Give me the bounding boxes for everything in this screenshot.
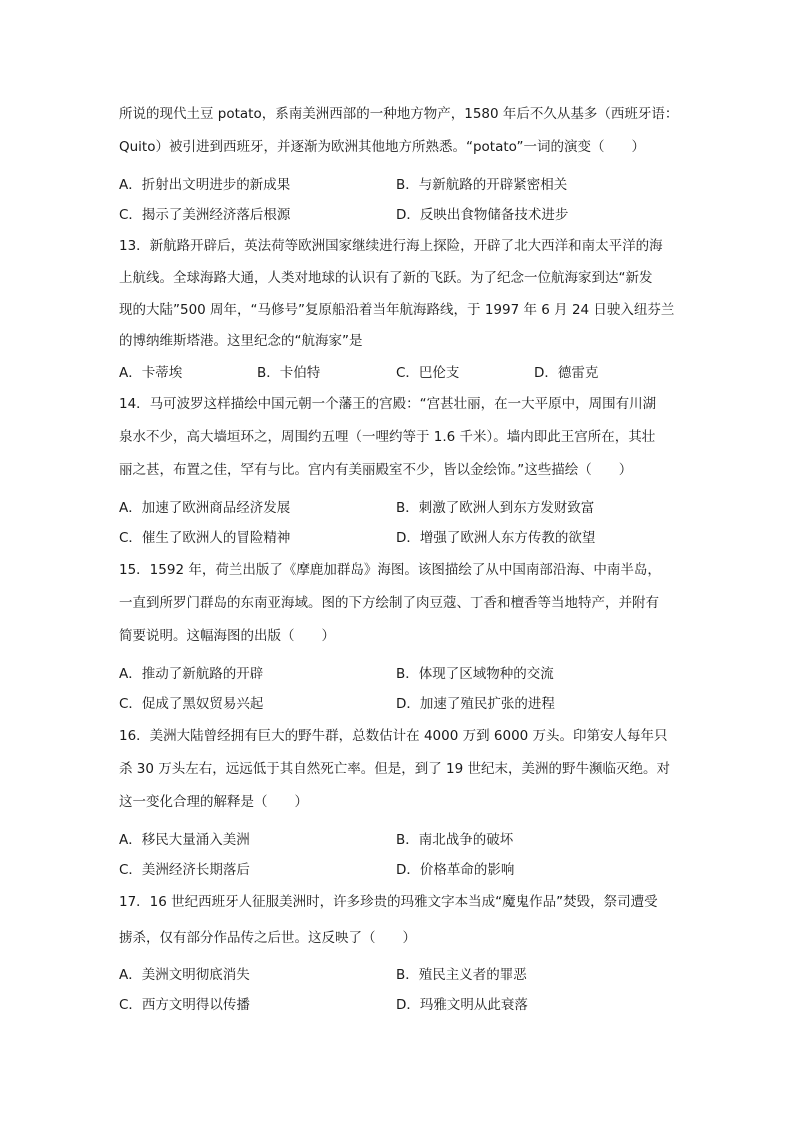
q14-option-c: C．催生了欧洲人的冒险精神 (119, 530, 291, 546)
intro-line-2: Quito）被引进到西班牙，并逐渐为欧洲其他地方所熟悉。“potato”一词的演变（ ） (119, 139, 645, 155)
q17-line-1: 17．16 世纪西班牙人征服美洲时，许多珍贵的玛雅文字本当成“魔鬼作品”焚毁，祭司遭受 (119, 894, 658, 910)
q17-option-a: A．美洲文明彻底消失 (119, 967, 250, 983)
q13-option-d: D．德雷克 (534, 365, 599, 381)
q16-option-c: C．美洲经济长期落后 (119, 862, 250, 878)
q13-line-2: 上航线。全球海路大通，人类对地球的认识有了新的飞跃。为了纪念一位航海家到达“新发 (119, 270, 653, 286)
q13-option-b: B．卡伯特 (257, 365, 321, 381)
q15-line-3: 简要说明。这幅海图的出版（ ） (119, 628, 335, 644)
q17-option-d: D．玛雅文明从此衰落 (396, 997, 528, 1013)
q16-line-2: 杀 30 万头左右，远远低于其自然死亡率。但是，到了 19 世纪末，美洲的野牛濒临灭绝。对 (119, 761, 671, 777)
q13-line-4: 的博纳维斯塔港。这里纪念的“航海家”是 (119, 333, 363, 349)
q15-option-c: C．促成了黑奴贸易兴起 (119, 696, 264, 712)
q17-line-2: 掳杀，仅有部分作品传之后世。这反映了（ ） (119, 930, 416, 946)
q16-option-a: A．移民大量涌入美洲 (119, 832, 250, 848)
q14-option-d: D．增强了欧洲人东方传教的欲望 (396, 530, 596, 546)
q14-line-3: 丽之甚，布置之佳，罕有与比。宫内有美丽殿室不少，皆以金绘饰。”这些描绘（ ） (119, 462, 633, 478)
q16-line-1: 16．美洲大陆曾经拥有巨大的野牛群，总数估计在 4000 万到 6000 万头。印第安人每年只 (119, 728, 668, 744)
q15-option-a: A．推动了新航路的开辟 (119, 666, 264, 682)
q15-option-b: B．体现了区域物种的交流 (396, 666, 554, 682)
q13-option-c: C．巴伦支 (396, 365, 460, 381)
intro-option-a: A．折射出文明进步的新成果 (119, 177, 291, 193)
intro-option-d: D．反映出食物储备技术进步 (396, 207, 569, 223)
q14-line-2: 泉水不少，高大墙垣环之，周围约五哩（一哩约等于 1.6 千米）。墙内即此王宫所在，其壮 (119, 429, 656, 445)
q13-line-1: 13．新航路开辟后，英法荷等欧洲国家继续进行海上探险，开辟了北大西洋和南太平洋的海 (119, 238, 663, 254)
q15-option-d: D．加速了殖民扩张的进程 (396, 696, 555, 712)
q17-option-c: C．西方文明得以传播 (119, 997, 250, 1013)
q14-option-b: B．刺激了欧洲人到东方发财致富 (396, 500, 595, 516)
q14-option-a: A．加速了欧洲商品经济发展 (119, 500, 291, 516)
q13-option-a: A．卡蒂埃 (119, 365, 183, 381)
q14-line-1: 14．马可波罗这样描绘中国元朝一个藩王的宫殿：“宫甚壮丽，在一大平原中，周围有川湖 (119, 396, 657, 412)
q16-option-b: B．南北战争的破坏 (396, 832, 514, 848)
intro-line-1: 所说的现代土豆 potato，系南美洲西部的一种地方物产，1580 年后不久从基多（西班牙语： (119, 106, 679, 122)
intro-option-c: C．揭示了美洲经济落后根源 (119, 207, 291, 223)
q15-line-2: 一直到所罗门群岛的东南亚海域。图的下方绘制了肉豆蔻、丁香和檀香等当地特产，并附有 (119, 595, 659, 611)
q15-line-1: 15．1592 年，荷兰出版了《摩鹿加群岛》海图。该图描绘了从中国南部沿海、中南半岛， (119, 562, 661, 578)
q16-line-3: 这一变化合理的解释是（ ） (119, 794, 308, 810)
q17-option-b: B．殖民主义者的罪恶 (396, 967, 527, 983)
q16-option-d: D．价格革命的影响 (396, 862, 515, 878)
q13-line-3: 现的大陆”500 周年，“马修号”复原船沿着当年航海路线，于 1997 年 6 月 24 日驶入纽芬兰 (119, 302, 675, 318)
intro-option-b: B．与新航路的开辟紧密相关 (396, 177, 568, 193)
